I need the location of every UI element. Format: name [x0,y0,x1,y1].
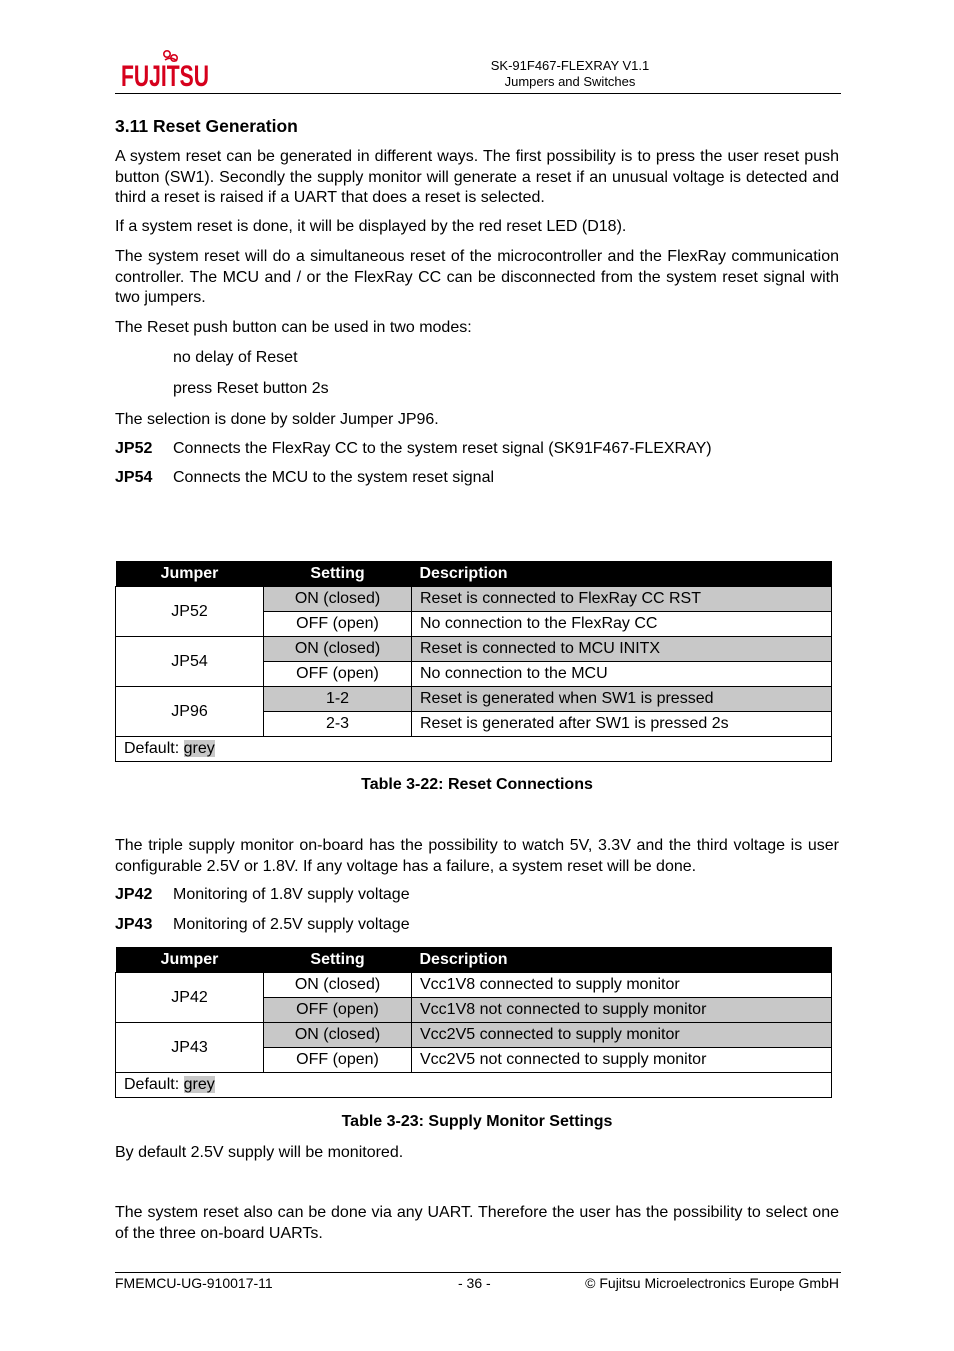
description-cell: Reset is generated when SW1 is pressed [412,687,832,712]
footer-rule [115,1272,841,1273]
jumper-cell: JP96 [116,687,264,737]
table-row-default [116,1073,832,1098]
setting-cell: OFF (open) [264,612,412,637]
paragraph: A system reset can be generated in different ways. The first possibility is to press the user reset push button (SW1). Secondly the supply monitor will generate a reset if an unusual voltage is detected and third a reset is raised if a UART that does a reset is selected. [115,148,839,206]
setting-cell: ON (closed) [264,1023,412,1048]
supply-monitor-table [115,947,832,1098]
default-cell [116,1073,832,1098]
jumper-text: Monitoring of 1.8V supply voltage [173,886,410,903]
paragraph: The selection is done by solder Jumper JP96. [115,411,439,428]
column-header: Setting [264,947,412,973]
jumper-cell: JP52 [116,587,264,637]
jumper-note [115,469,494,487]
footer-copyright: © Fujitsu Microelectronics Europe GmbH [585,1275,839,1291]
jumper-label: JP43 [115,916,153,933]
paragraph: If a system reset is done, it will be displayed by the red reset LED (D18). [115,218,627,235]
table-row [116,1023,832,1048]
description-cell: Vcc1V8 not connected to supply monitor [412,998,832,1023]
description-cell: Vcc1V8 connected to supply monitor [412,973,832,998]
description-cell: Vcc2V5 connected to supply monitor [412,1023,832,1048]
jumper-label: JP42 [115,886,153,903]
table-row [116,587,832,612]
footer-page-number: - 36 - [458,1275,491,1291]
column-header: Jumper [116,947,264,973]
mode-item: press Reset button 2s [173,380,329,397]
setting-cell: ON (closed) [264,587,412,612]
setting-cell: 2-3 [264,712,412,737]
reset-connections-table [115,561,832,762]
paragraph: The Reset push button can be used in two modes: [115,319,472,336]
default-label: Default: [124,740,184,757]
description-cell: No connection to the FlexRay CC [412,612,832,637]
setting-cell: OFF (open) [264,1048,412,1073]
header-block [300,58,840,90]
mode-item: no delay of Reset [173,349,298,366]
default-value: grey [183,740,215,757]
description-cell: Reset is connected to MCU INITX [412,637,832,662]
table-row [116,637,832,662]
jumper-cell: JP42 [116,973,264,1023]
default-cell [116,737,832,762]
default-value: grey [183,1076,215,1093]
jumper-label: JP54 [115,469,153,486]
jumper-note [115,440,712,458]
column-header: Setting [264,561,412,587]
jumper-text: Connects the FlexRay CC to the system reset signal (SK91F467-FLEXRAY) [173,440,712,457]
column-header: Description [412,561,832,587]
chapter-title: Jumpers and Switches [504,74,636,89]
setting-cell: OFF (open) [264,998,412,1023]
paragraph: The system reset also can be done via any UART. Therefore the user has the possibility to select one of the three on-board UARTs. [115,1204,839,1242]
logo-text: FUJITSU [121,60,209,93]
fujitsu-logo [121,50,211,92]
setting-cell: 1-2 [264,687,412,712]
jumper-cell: JP43 [116,1023,264,1073]
jumper-text: Connects the MCU to the system reset signal [173,469,495,486]
jumper-label: JP52 [115,440,153,457]
jumper-note [115,886,410,904]
default-label: Default: [124,1076,184,1093]
jumper-text: Monitoring of 2.5V supply voltage [173,916,410,933]
table-row-default [116,737,832,762]
description-cell: Vcc2V5 not connected to supply monitor [412,1048,832,1073]
doc-title: SK-91F467-FLEXRAY V1.1 [490,58,650,73]
column-header: Jumper [116,561,264,587]
description-cell: Reset is connected to FlexRay CC RST [412,587,832,612]
footer-doc-id: FMEMCU-UG-910017-11 [115,1275,273,1291]
setting-cell: ON (closed) [264,637,412,662]
description-cell: No connection to the MCU [412,662,832,687]
table-row [116,973,832,998]
table-caption: Table 3-22: Reset Connections [361,776,593,793]
table-caption: Table 3-23: Supply Monitor Settings [341,1113,613,1130]
table-row [116,687,832,712]
paragraph: By default 2.5V supply will be monitored. [115,1144,404,1161]
description-cell: Reset is generated after SW1 is pressed 2s [412,712,832,737]
header-rule [115,93,841,94]
section-title: 3.11 Reset Generation [115,116,298,136]
paragraph: The triple supply monitor on-board has the possibility to watch 5V, 3.3V and the third voltage is user configurable 2.5V or 1.8V. If any voltage has a failure, a system reset will be done. [115,837,839,875]
setting-cell: ON (closed) [264,973,412,998]
paragraph: The system reset will do a simultaneous reset of the microcontroller and the FlexRay communication controller. The MCU and / or the FlexRay CC can be disconnected from the system reset signal with two jumpers. [115,248,839,306]
jumper-cell: JP54 [116,637,264,687]
setting-cell: OFF (open) [264,662,412,687]
jumper-note [115,916,410,934]
column-header: Description [412,947,832,973]
